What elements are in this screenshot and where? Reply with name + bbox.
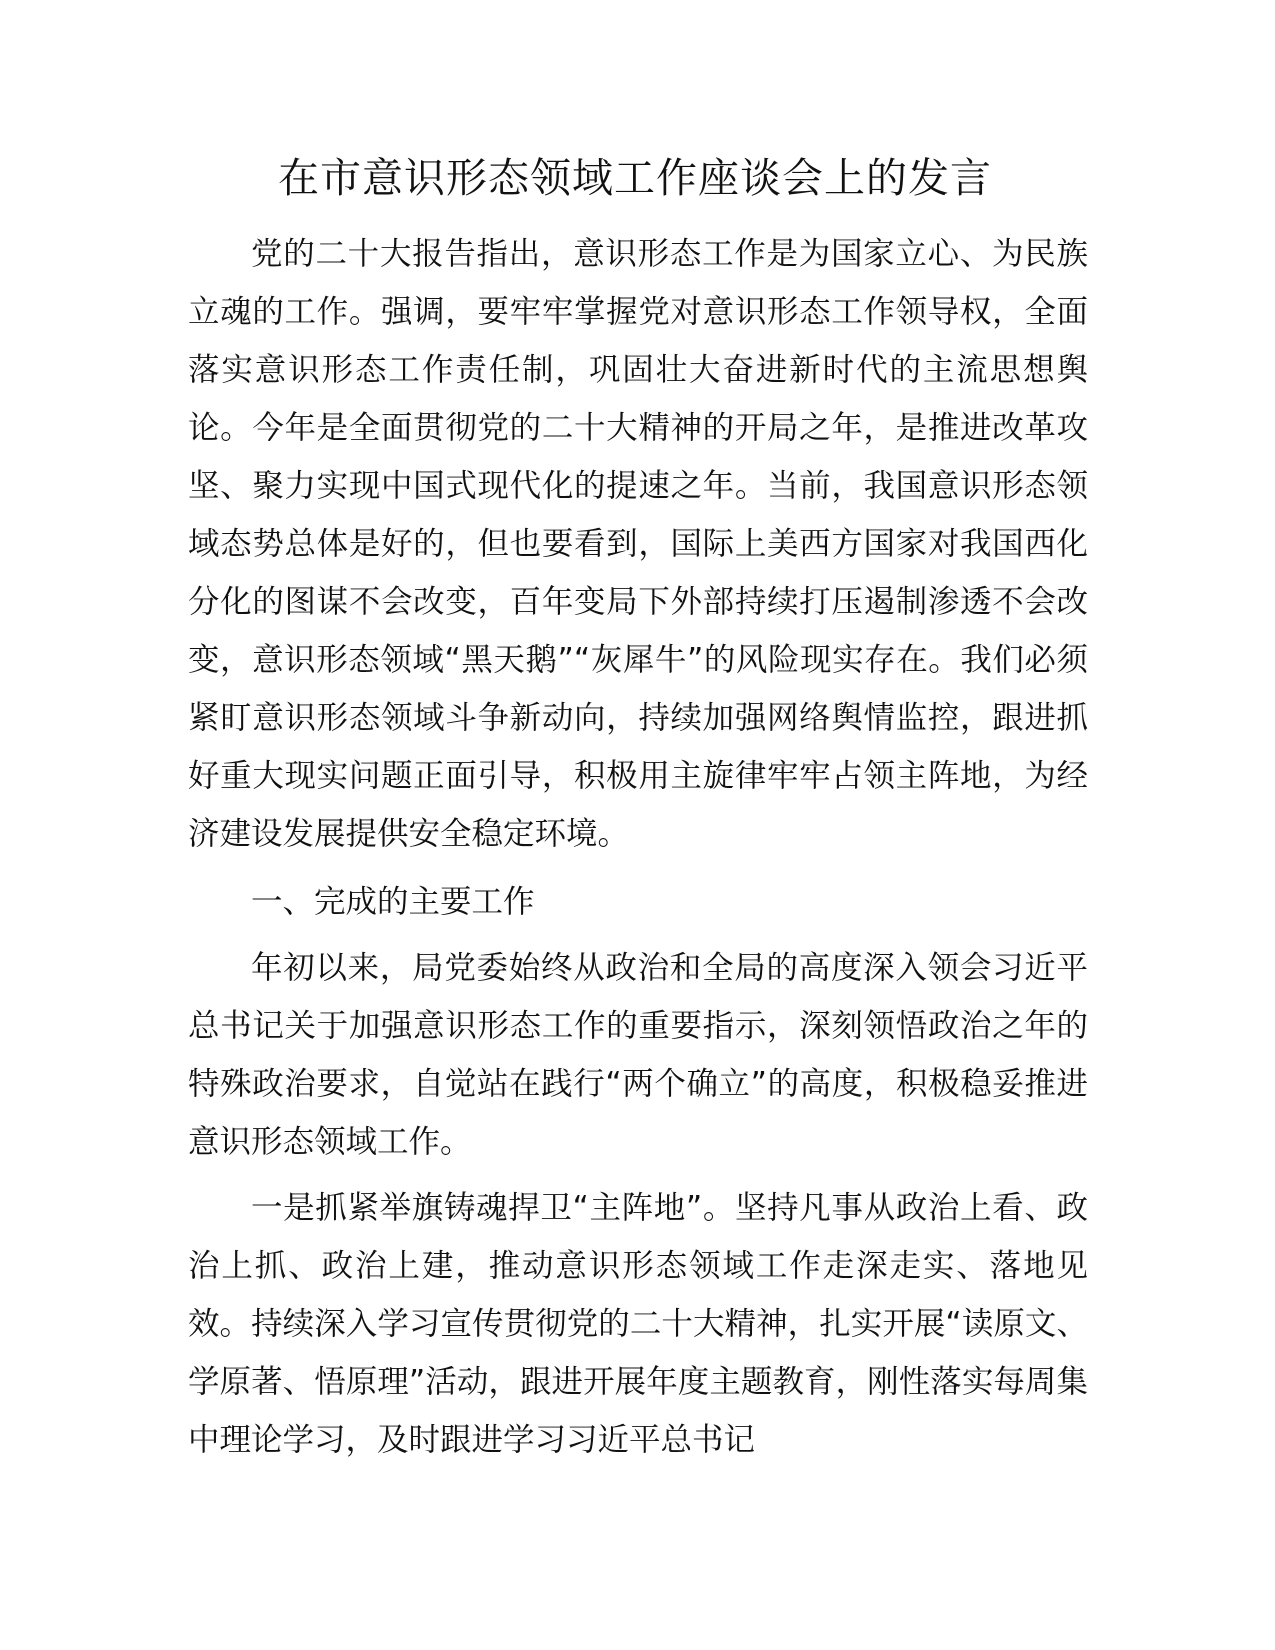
summary-paragraph: 年初以来，局党委始终从政治和全局的高度深入领会习近平总书记关于加强意识形态工作的重要指示，深刻领悟政治之年的特殊政治要求，自觉站在践行“两个确立”的高度，积极稳妥推进意识形态领域工作。 [188,950,1088,1160]
document-body [188,225,1088,1469]
intro-paragraph: 党的二十大报告指出，意识形态工作是为国家立心、为民族立魂的工作。强调，要牢牢掌握党对意识形态工作领导权，全面落实意识形态工作责任制，巩固壮大奋进新时代的主流思想舆论。今年是全面贯彻党的二十大精神的开局之年，是推进改革攻坚、聚力实现中国式现代化的提速之年。当前，我国意识形态领域态势总体是好的，但也要看到，国际上美西方国家对我国西化分化的图谋不会改变，百年变局下外部持续打压遏制渗透不会改变，意识形态领域“黑天鹅”“灰犀牛”的风险现实存在。我们必须紧盯意识形态领域斗争新动向，持续加强网络舆情监控，跟进抓好重大现实问题正面引导，积极用主旋律牢牢占领主阵地，为经济建设发展提供安全稳定环境。 [188,236,1088,852]
document-title: 在市意识形态领域工作座谈会上的发言 [278,154,992,202]
point-one-paragraph: 一是抓紧举旗铸魂捍卫“主阵地”。坚持凡事从政治上看、政治上抓、政治上建，推动意识形态领域工作走深走实、落地见效。持续深入学习宣传贯彻党的二十大精神，扎实开展“读原文、学原著、悟原理”活动，跟进开展年度主题教育，刚性落实每周集中理论学习，及时跟进学习习近平总书记 [188,1190,1088,1458]
section-heading-main-work: 一、完成的主要工作 [251,884,535,920]
